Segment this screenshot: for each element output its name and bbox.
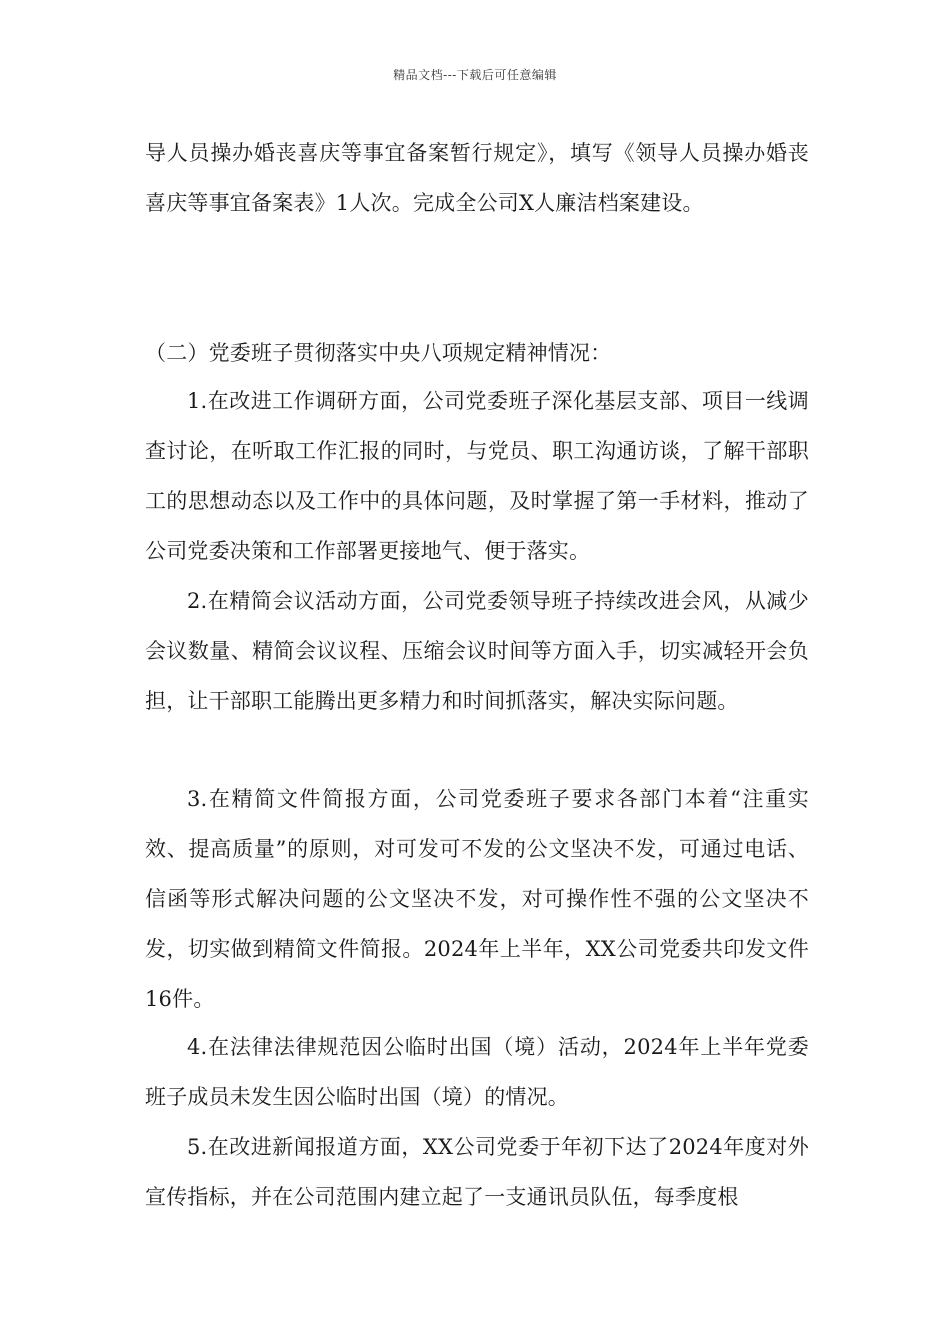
intro-paragraph: 导人员操办婚丧喜庆等事宜备案暂行规定》，填写《领导人员操办婚丧喜庆等事宜备案表》1人次。完成全公司X人廉洁档案建设。 (145, 141, 809, 215)
list-item: 4.在法律法律规范因公临时出国（境）活动，2024年上半年党委班子成员未发生因公临时出国（境）的情况。 (145, 1035, 809, 1109)
list-item: 1.在改进工作调研方面，公司党委班子深化基层支部、项目一线调查讨论，在听取工作汇报的同时，与党员、职工沟通访谈，了解干部职工的思想动态以及工作中的具体问题，及时掌握了第一手材料，推动了公司党委决策和工作部署更接地气、便于落实。 (145, 389, 809, 563)
section-heading: （二）党委班子贯彻落实中央八项规定精神情况： (145, 341, 612, 365)
list-item: 5.在改进新闻报道方面，XX公司党委于年初下达了2024年度对外宣传指标，并在公司范围内建立起了一支通讯员队伍，每季度根 (145, 1135, 809, 1209)
list-item: 3.在精简文件简报方面，公司党委班子要求各部门本着“注重实效、提高质量”的原则，对可发可不发的公文坚决不发，可通过电话、信函等形式解决问题的公文坚决不发，对可操作性不强的公文坚决不发，切实做到精简文件简报。2024年上半年，XX公司党委共印发文件16件。 (145, 787, 809, 1011)
list-item: 2.在精简会议活动方面，公司党委领导班子持续改进会风，从减少会议数量、精简会议议程、压缩会议时间等方面入手，切实减轻开会负担，让干部职工能腾出更多精力和时间抓落实，解决实际问题。 (145, 589, 809, 713)
page-header: 精品文档---下载后可任意编辑 (393, 68, 557, 82)
